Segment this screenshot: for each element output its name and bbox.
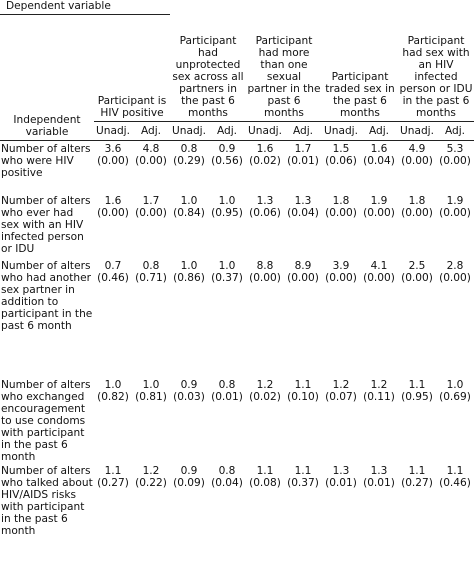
table-cell — [208, 258, 246, 377]
cell-p-value: (0.01) — [211, 391, 243, 403]
row-label: Number of alters who were HIV positive — [0, 141, 94, 194]
table-cell — [360, 258, 398, 377]
cell-p-value: (0.00) — [363, 272, 395, 284]
cell-value: 3.9 — [332, 260, 350, 272]
table-cell — [94, 193, 132, 258]
cell-p-value: (0.37) — [211, 272, 243, 284]
cell-p-value: (0.00) — [439, 155, 471, 167]
cell-value: 0.8 — [218, 379, 236, 391]
cell-value: 1.0 — [218, 195, 236, 207]
table-cell — [398, 258, 436, 377]
table-cell — [94, 141, 132, 194]
column-header-hiv-positive: Participant is HIV positive — [94, 15, 170, 122]
cell-p-value: (0.56) — [211, 155, 243, 167]
table-row — [0, 193, 474, 258]
cell-p-value: (0.01) — [363, 477, 395, 489]
cell-value: 4.9 — [408, 143, 426, 155]
cell-p-value: (0.00) — [439, 272, 471, 284]
cell-p-value: (0.01) — [287, 155, 319, 167]
cell-value: 0.9 — [180, 379, 198, 391]
cell-p-value: (0.27) — [97, 477, 129, 489]
cell-value: 1.1 — [256, 465, 274, 477]
cell-p-value: (0.00) — [249, 272, 281, 284]
row-label: Number of alters who talked about HIV/AIDS risks with participant in the past 6 month — [1, 465, 93, 537]
table-cell — [360, 193, 398, 258]
row-label: Number of alters who had another sex partner in addition to participant in the past 6 month — [1, 260, 93, 332]
cell-value: 1.1 — [408, 379, 426, 391]
cell-p-value: (0.71) — [135, 272, 167, 284]
subheader-unadjusted: Unadj. — [172, 125, 206, 137]
cell-value: 1.3 — [256, 195, 274, 207]
cell-value: 1.7 — [294, 143, 312, 155]
cell-p-value: (0.02) — [249, 155, 281, 167]
table-cell — [398, 141, 436, 194]
cell-value: 8.8 — [256, 260, 274, 272]
cell-p-value: (0.00) — [97, 207, 129, 219]
cell-p-value: (0.37) — [287, 477, 319, 489]
cell-p-value: (0.11) — [363, 391, 395, 403]
cell-p-value: (0.00) — [135, 207, 167, 219]
table-cell — [284, 193, 322, 258]
cell-value: 1.2 — [332, 379, 350, 391]
subheader-unadjusted: Unadj. — [248, 125, 282, 137]
cell-value: 1.8 — [332, 195, 350, 207]
table-cell — [398, 377, 436, 463]
cell-p-value: (0.00) — [135, 155, 167, 167]
table-cell — [94, 377, 132, 463]
cell-value: 1.1 — [446, 465, 464, 477]
cell-p-value: (0.00) — [97, 155, 129, 167]
subheader-unadjusted: Unadj. — [400, 125, 434, 137]
cell-value: 1.3 — [294, 195, 312, 207]
cell-value: 1.2 — [370, 379, 388, 391]
table-cell — [132, 377, 170, 463]
table-cell — [284, 141, 322, 194]
cell-value: 1.0 — [218, 260, 236, 272]
table-cell — [246, 193, 284, 258]
cell-p-value: (0.02) — [249, 391, 281, 403]
cell-p-value: (0.00) — [401, 272, 433, 284]
cell-value: 1.1 — [104, 465, 122, 477]
cell-value: 1.3 — [332, 465, 350, 477]
table-cell — [322, 193, 360, 258]
table-cell — [322, 141, 360, 194]
subheader-adjusted: Adj. — [444, 125, 466, 137]
cell-value: 0.8 — [142, 260, 160, 272]
column-header-unprotected-sex: Participant had unprotected sex across all partners in the past 6 months — [170, 15, 246, 122]
table-cell — [322, 377, 360, 463]
cell-value: 8.9 — [294, 260, 312, 272]
independent-variable-label: Independent variable — [13, 114, 81, 138]
cell-value: 0.9 — [218, 143, 236, 155]
cell-p-value: (0.06) — [325, 155, 357, 167]
table-cell — [208, 193, 246, 258]
cell-p-value: (0.00) — [401, 155, 433, 167]
cell-value: 1.3 — [370, 465, 388, 477]
cell-p-value: (0.07) — [325, 391, 357, 403]
cell-value: 2.8 — [446, 260, 464, 272]
table-cell — [322, 258, 360, 377]
cell-p-value: (0.82) — [97, 391, 129, 403]
table-cell — [246, 258, 284, 377]
table-cell — [170, 141, 208, 194]
cell-value: 1.5 — [332, 143, 350, 155]
cell-p-value: (0.22) — [135, 477, 167, 489]
table-cell — [208, 377, 246, 463]
table-cell — [94, 463, 132, 585]
subheader-adjusted: Adj. — [368, 125, 390, 137]
cell-value: 3.6 — [104, 143, 122, 155]
cell-p-value: (0.04) — [363, 155, 395, 167]
cell-p-value: (0.09) — [173, 477, 205, 489]
cell-p-value: (0.04) — [287, 207, 319, 219]
table-cell — [246, 377, 284, 463]
cell-value: 4.1 — [370, 260, 388, 272]
column-header-hiv-partner: Participant had sex with an HIV infected person or IDU in the past 6 months — [398, 15, 474, 122]
table-cell — [132, 141, 170, 194]
table-cell — [436, 463, 474, 585]
table-row — [0, 377, 474, 463]
row-label: Number of alters who exchanged encouragement to use condoms with participant in the past 6 month — [1, 379, 91, 463]
cell-p-value: (0.00) — [439, 207, 471, 219]
cell-p-value: (0.00) — [363, 207, 395, 219]
subheader-unadjusted: Unadj. — [96, 125, 130, 137]
cell-value: 4.8 — [142, 143, 160, 155]
cell-p-value: (0.46) — [439, 477, 471, 489]
table-cell — [436, 258, 474, 377]
cell-p-value: (0.00) — [401, 207, 433, 219]
table-cell — [284, 258, 322, 377]
cell-value: 1.2 — [256, 379, 274, 391]
cell-p-value: (0.29) — [173, 155, 205, 167]
table-cell — [398, 463, 436, 585]
cell-value: 1.1 — [294, 465, 312, 477]
cell-value: 1.6 — [256, 143, 274, 155]
row-label: Number of alters who ever had sex with an HIV infected person or IDU — [1, 195, 91, 255]
table-row — [0, 258, 474, 377]
dependent-variable-label: Dependent variable — [0, 0, 170, 15]
table-cell — [246, 141, 284, 194]
subheader-adjusted: Adj. — [292, 125, 314, 137]
cell-p-value: (0.00) — [325, 207, 357, 219]
cell-p-value: (0.06) — [249, 207, 281, 219]
table-cell — [170, 463, 208, 585]
table-row — [0, 463, 474, 585]
cell-value: 1.0 — [142, 379, 160, 391]
table-cell — [208, 141, 246, 194]
table-cell — [132, 193, 170, 258]
table-cell — [132, 258, 170, 377]
subheader-adjusted: Adj. — [140, 125, 162, 137]
cell-value: 1.0 — [180, 260, 198, 272]
column-header-multiple-partners: Participant had more than one sexual partner in the past 6 months — [246, 15, 322, 122]
column-header-traded-sex: Participant traded sex in the past 6 months — [322, 15, 398, 122]
table-cell — [360, 141, 398, 194]
table-cell — [436, 193, 474, 258]
cell-p-value: (0.95) — [401, 391, 433, 403]
cell-p-value: (0.01) — [325, 477, 357, 489]
table-cell — [398, 193, 436, 258]
cell-value: 2.5 — [408, 260, 426, 272]
subheader-unadjusted: Unadj. — [324, 125, 358, 137]
cell-value: 1.0 — [104, 379, 122, 391]
cell-p-value: (0.10) — [287, 391, 319, 403]
cell-value: 1.6 — [370, 143, 388, 155]
table-cell — [208, 463, 246, 585]
table-cell — [170, 193, 208, 258]
cell-value: 1.0 — [446, 379, 464, 391]
cell-p-value: (0.00) — [287, 272, 319, 284]
cell-value: 1.7 — [142, 195, 160, 207]
cell-value: 1.2 — [142, 465, 160, 477]
subheader-adjusted: Adj. — [216, 125, 238, 137]
table-cell — [94, 258, 132, 377]
cell-value: 1.8 — [408, 195, 426, 207]
cell-value: 1.1 — [408, 465, 426, 477]
cell-p-value: (0.00) — [325, 272, 357, 284]
table-cell — [436, 377, 474, 463]
cell-p-value: (0.95) — [211, 207, 243, 219]
cell-value: 0.8 — [180, 143, 198, 155]
cell-value: 1.1 — [294, 379, 312, 391]
table-cell — [360, 377, 398, 463]
cell-p-value: (0.04) — [211, 477, 243, 489]
cell-value: 1.0 — [180, 195, 198, 207]
table-cell — [170, 377, 208, 463]
table-cell — [284, 377, 322, 463]
cell-value: 0.8 — [218, 465, 236, 477]
table-cell — [132, 463, 170, 585]
cell-p-value: (0.27) — [401, 477, 433, 489]
cell-value: 0.7 — [104, 260, 122, 272]
table-cell — [360, 463, 398, 585]
table-row — [0, 141, 474, 194]
table-cell — [284, 463, 322, 585]
cell-p-value: (0.69) — [439, 391, 471, 403]
cell-p-value: (0.08) — [249, 477, 281, 489]
cell-value: 0.9 — [180, 465, 198, 477]
cell-value: 5.3 — [446, 143, 464, 155]
table-cell — [170, 258, 208, 377]
cell-value: 1.9 — [446, 195, 464, 207]
cell-p-value: (0.84) — [173, 207, 205, 219]
cell-p-value: (0.86) — [173, 272, 205, 284]
cell-value: 1.6 — [104, 195, 122, 207]
table-cell — [246, 463, 284, 585]
cell-p-value: (0.03) — [173, 391, 205, 403]
table-cell — [322, 463, 360, 585]
cell-p-value: (0.46) — [97, 272, 129, 284]
cell-value: 1.9 — [370, 195, 388, 207]
table-cell — [436, 141, 474, 194]
cell-p-value: (0.81) — [135, 391, 167, 403]
